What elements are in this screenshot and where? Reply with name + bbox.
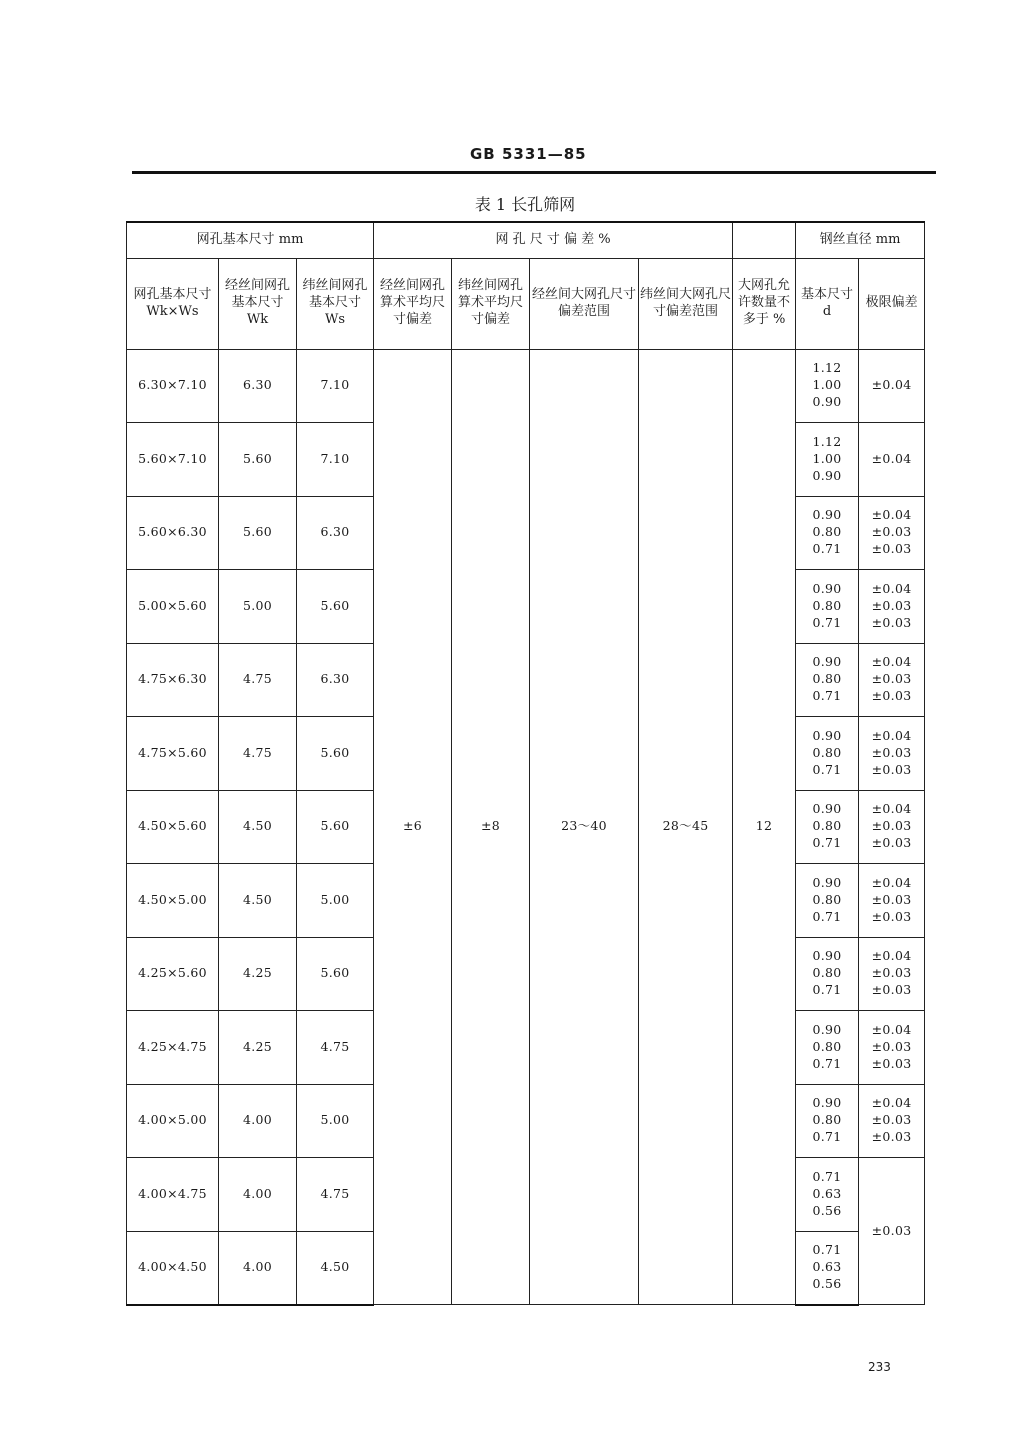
cell-wire-diameter: 0.90 0.80 0.71 — [796, 643, 859, 717]
cell-wire-tolerance: ±0.04 ±0.03 ±0.03 — [859, 570, 925, 644]
cell-wire-tolerance: ±0.04 ±0.03 ±0.03 — [859, 1084, 925, 1158]
cell-nominal-size: 4.75×6.30 — [127, 643, 219, 717]
cell-warp-size: 4.00 — [219, 1158, 297, 1232]
cell-warp-size: 4.00 — [219, 1231, 297, 1305]
cell-nominal-size: 4.50×5.60 — [127, 790, 219, 864]
cell-weft-size: 4.75 — [297, 1158, 374, 1232]
cell-nominal-size: 4.50×5.00 — [127, 864, 219, 938]
cell-weft-size: 5.00 — [297, 1084, 374, 1158]
cell-wire-tolerance: ±0.04 ±0.03 ±0.03 — [859, 864, 925, 938]
cell-wire-diameter: 0.90 0.80 0.71 — [796, 570, 859, 644]
cell-warp-size: 4.25 — [219, 937, 297, 1011]
cell-wire-tolerance: ±0.04 — [859, 349, 925, 423]
table-title: 表 1 长孔筛网 — [474, 195, 576, 214]
header-group-wire: 钢丝直径 mm — [796, 222, 925, 258]
cell-wire-diameter: 0.90 0.80 0.71 — [796, 1084, 859, 1158]
header-nominal-size: 网孔基本尺寸 Wk×Ws — [127, 258, 219, 349]
cell-warp-size: 4.50 — [219, 864, 297, 938]
cell-weft-size: 4.50 — [297, 1231, 374, 1305]
header-rule — [132, 171, 936, 174]
cell-weft-size: 6.30 — [297, 496, 374, 570]
cell-weft-size: 4.75 — [297, 1011, 374, 1085]
cell-nominal-size: 4.25×5.60 — [127, 937, 219, 1011]
cell-wire-tolerance: ±0.04 ±0.03 ±0.03 — [859, 717, 925, 791]
cell-nominal-size: 5.60×7.10 — [127, 423, 219, 497]
header-group-deviation: 网 孔 尺 寸 偏 差 % — [374, 222, 733, 258]
cell-wire-diameter: 0.90 0.80 0.71 — [796, 790, 859, 864]
cell-warp-avg-dev: ±6 — [374, 349, 452, 1305]
sieve-table — [126, 221, 925, 1306]
cell-nominal-size: 6.30×7.10 — [127, 349, 219, 423]
cell-nominal-size: 5.00×5.60 — [127, 570, 219, 644]
cell-nominal-size: 4.75×5.60 — [127, 717, 219, 791]
cell-nominal-size: 5.60×6.30 — [127, 496, 219, 570]
cell-weft-size: 6.30 — [297, 643, 374, 717]
cell-wire-diameter: 1.12 1.00 0.90 — [796, 349, 859, 423]
header-weft-avg-dev: 纬丝间网孔算术平均尺寸偏差 — [452, 258, 530, 349]
cell-warp-size: 4.75 — [219, 717, 297, 791]
cell-warp-size: 4.75 — [219, 643, 297, 717]
cell-warp-large-range: 23～40 — [530, 349, 639, 1305]
cell-nominal-size: 4.00×4.50 — [127, 1231, 219, 1305]
cell-warp-size: 5.60 — [219, 423, 297, 497]
cell-warp-size: 4.25 — [219, 1011, 297, 1085]
cell-weft-size: 5.60 — [297, 937, 374, 1011]
cell-wire-tolerance: ±0.04 — [859, 423, 925, 497]
cell-weft-size: 5.00 — [297, 864, 374, 938]
cell-weft-avg-dev: ±8 — [452, 349, 530, 1305]
cell-warp-size: 5.00 — [219, 570, 297, 644]
cell-warp-size: 6.30 — [219, 349, 297, 423]
cell-wire-diameter: 0.90 0.80 0.71 — [796, 496, 859, 570]
page-number: 233 — [868, 1360, 891, 1374]
header-weft-large-range: 纬丝间大网孔尺寸偏差范围 — [639, 258, 733, 349]
cell-wire-diameter: 0.71 0.63 0.56 — [796, 1158, 859, 1232]
cell-weft-size: 5.60 — [297, 717, 374, 791]
cell-wire-tolerance: ±0.04 ±0.03 ±0.03 — [859, 1011, 925, 1085]
header-blank — [733, 222, 796, 258]
cell-weft-large-range: 28～45 — [639, 349, 733, 1305]
header-large-count: 大网孔允许数量不多于 % — [733, 258, 796, 349]
header-wire-limit: 极限偏差 — [859, 258, 925, 349]
cell-wire-diameter: 0.90 0.80 0.71 — [796, 1011, 859, 1085]
table-row — [127, 349, 925, 423]
cell-weft-size: 7.10 — [297, 349, 374, 423]
cell-weft-size: 7.10 — [297, 423, 374, 497]
standard-code: GB 5331—85 — [470, 145, 587, 163]
cell-warp-size: 4.50 — [219, 790, 297, 864]
header-group-nominal: 网孔基本尺寸 mm — [127, 222, 374, 258]
cell-weft-size: 5.60 — [297, 570, 374, 644]
cell-nominal-size: 4.25×4.75 — [127, 1011, 219, 1085]
cell-wire-tolerance: ±0.04 ±0.03 ±0.03 — [859, 643, 925, 717]
cell-warp-size: 4.00 — [219, 1084, 297, 1158]
cell-wire-diameter: 0.90 0.80 0.71 — [796, 937, 859, 1011]
cell-wire-tolerance: ±0.04 ±0.03 ±0.03 — [859, 496, 925, 570]
header-warp-size: 经丝间网孔基本尺寸 Wk — [219, 258, 297, 349]
cell-wire-diameter: 0.71 0.63 0.56 — [796, 1231, 859, 1305]
header-warp-avg-dev: 经丝间网孔算术平均尺寸偏差 — [374, 258, 452, 349]
cell-nominal-size: 4.00×4.75 — [127, 1158, 219, 1232]
header-weft-size: 纬丝间网孔基本尺寸 Ws — [297, 258, 374, 349]
cell-warp-size: 5.60 — [219, 496, 297, 570]
header-warp-large-range: 经丝间大网孔尺寸偏差范围 — [530, 258, 639, 349]
cell-wire-diameter: 0.90 0.80 0.71 — [796, 717, 859, 791]
cell-wire-diameter: 0.90 0.80 0.71 — [796, 864, 859, 938]
cell-wire-tolerance: ±0.04 ±0.03 ±0.03 — [859, 937, 925, 1011]
cell-wire-diameter: 1.12 1.00 0.90 — [796, 423, 859, 497]
cell-large-count: 12 — [733, 349, 796, 1305]
cell-weft-size: 5.60 — [297, 790, 374, 864]
cell-nominal-size: 4.00×5.00 — [127, 1084, 219, 1158]
header-wire-basic: 基本尺寸 d — [796, 258, 859, 349]
cell-wire-tolerance: ±0.03 — [859, 1158, 925, 1305]
cell-wire-tolerance: ±0.04 ±0.03 ±0.03 — [859, 790, 925, 864]
